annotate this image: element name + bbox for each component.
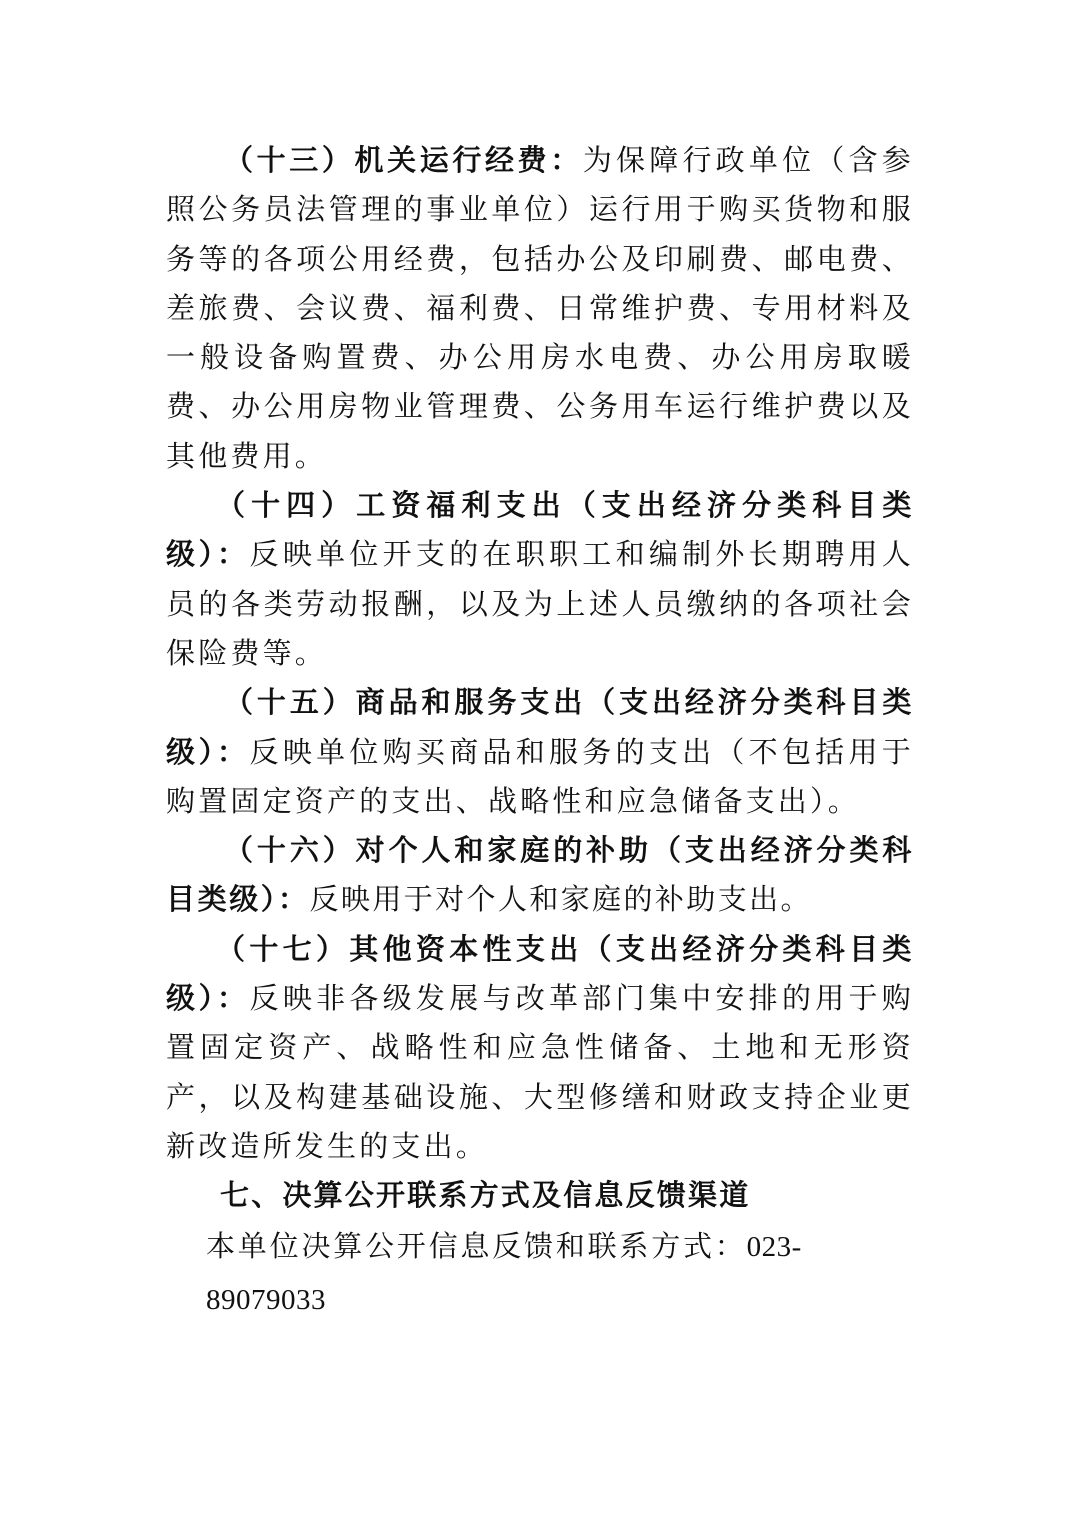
definition-separator: ： <box>216 537 250 572</box>
definition-term: （十三）机关运行经费 <box>224 143 551 177</box>
definition-item-15 <box>166 678 914 826</box>
definition-term: （十五）商品和服务支出（支出经济分类科目类级） <box>166 685 914 769</box>
document-body <box>166 136 914 1326</box>
definition-body: 反映单位开支的在职职工和编制外长期聘用人员的各类劳动报酬，以及为上述人员缴纳的各项社会保险费等。 <box>166 537 914 670</box>
contact-line <box>166 1220 914 1326</box>
definition-item-14 <box>166 481 914 678</box>
definition-body: 反映非各级发展与改革部门集中安排的用于购置固定资产、战略性和应急性储备、土地和无形资产，以及构建基础设施、大型修缮和财政支持企业更新改造所发生的支出。 <box>166 981 914 1163</box>
definition-item-17 <box>166 925 914 1171</box>
contact-label: 本单位决算公开信息反馈和联系方式： <box>206 1229 747 1264</box>
definition-item-16 <box>166 826 914 925</box>
section-heading: 七、决算公开联系方式及信息反馈渠道 <box>220 1178 751 1213</box>
definition-term: （十四）工资福利支出（支出经济分类科目类级） <box>166 488 914 572</box>
definition-body: 反映用于对个人和家庭的补助支出。 <box>309 882 812 917</box>
definition-item-13 <box>166 136 914 481</box>
definition-separator: ： <box>216 981 250 1016</box>
definition-body: 反映单位购买商品和服务的支出（不包括用于购置固定资产的支出、战略性和应急储备支出）。 <box>166 734 914 818</box>
definition-separator: ： <box>550 143 583 177</box>
definition-body: 为保障行政单位（含参照公务员法管理的事业单位）运行用于购买货物和服务等的各项公用经费，包括办公及印刷费、邮电费、差旅费、会议费、福利费、日常维护费、专用材料及一般设备购置费、办公用房水电费、办公用房取暖费、办公用房物业管理费、公务用车运行维护费以及其他费用。 <box>166 143 914 473</box>
definition-separator: ： <box>216 734 250 769</box>
contact-phone: 023-89079033 <box>206 1231 802 1317</box>
definition-term: （十七）其他资本性支出（支出经济分类科目类级） <box>166 931 914 1016</box>
definition-separator: ： <box>277 882 310 917</box>
definition-term: （十六）对个人和家庭的补助（支出经济分类科目类级） <box>166 833 914 917</box>
